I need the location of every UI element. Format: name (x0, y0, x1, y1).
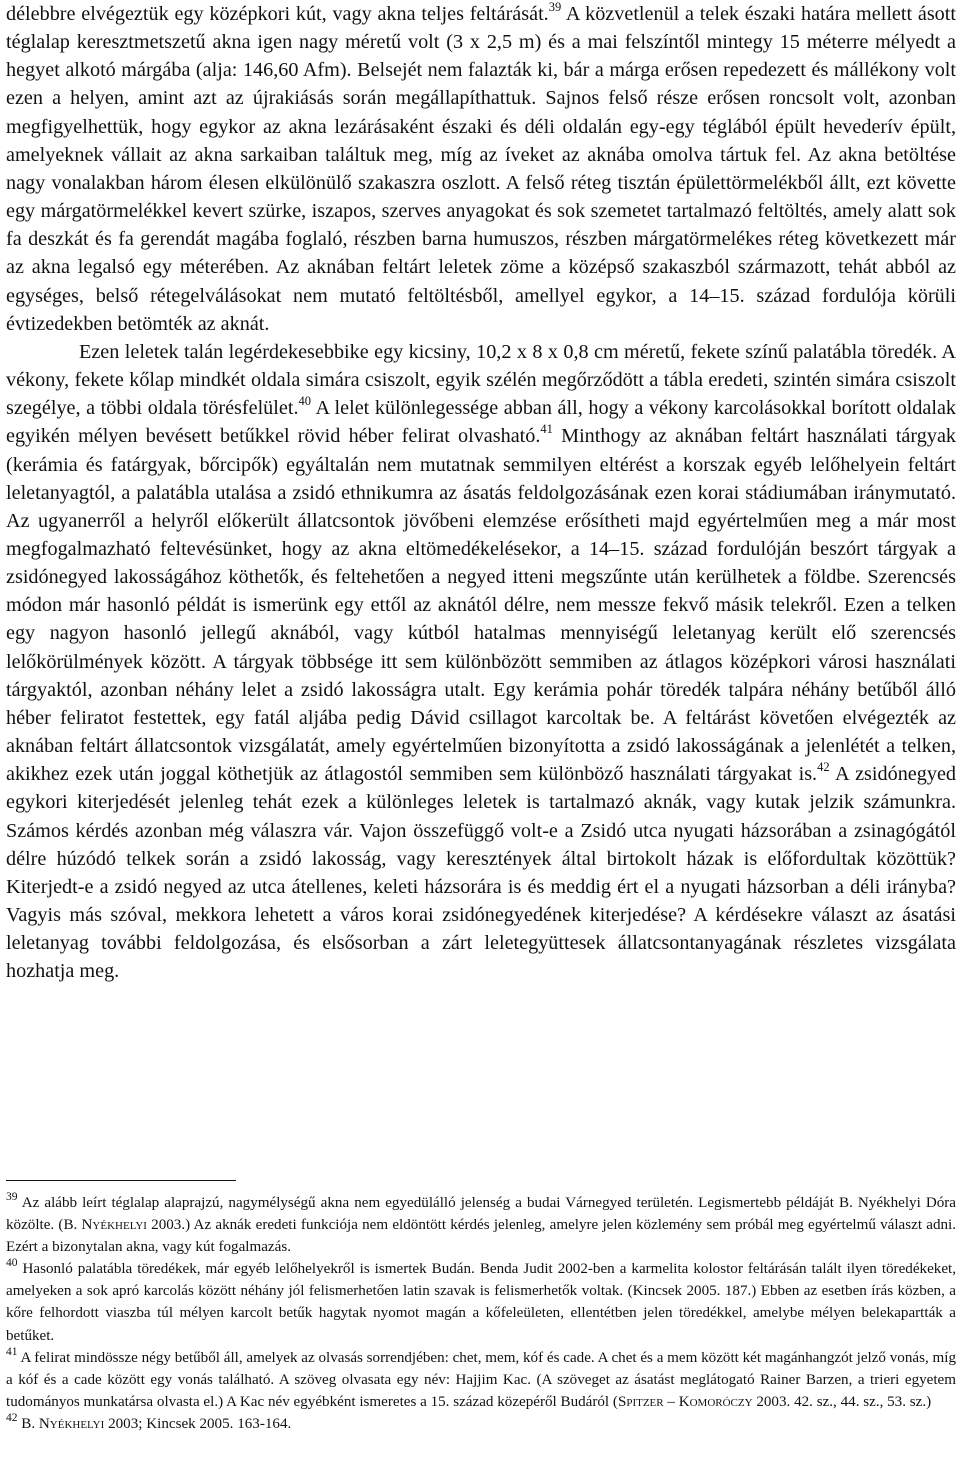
footnote-41-author-1: Spitzer (617, 1393, 664, 1410)
footnote-42-author: Nyékhelyi (38, 1415, 105, 1432)
document-page (6, 0, 956, 1432)
footnote-number-39: 39 (6, 1191, 18, 1203)
footnote-number-42: 42 (6, 1411, 18, 1424)
footnote-40-text: Hasonló palatábla töredékek, már egyéb lelőhelyekről is ismertek Budán. Benda Judit 2002-ben a karmelita kolostor feltárásán talált ilyen töredékeket, amelyeken a sok apró karcolás között néhány jól felismerhetően latin szavak is felismerhetők voltak. (Kincsek 2005. 187.) Ebben az esetben írás közben, a kőre felhordott viaszba túl mélyen karcolt betűk hagytak nyomot magán a kőfeleületen, ellentétben jelen töredékkel, amelybe mélyen belekapartták a betűket. (6, 1261, 956, 1344)
paragraph2-text-3: Minthogy az aknában feltárt használati tárgyak (kerámia és fatárgyak, bőrcipők) egyáltalán nem mutatnak semmilyen eltérést a korszak egyéb lelőhelyein feltárt leletanyagtól, a palatábla utalása a zsidó ethnikumra az ásatás feldolgozásának ezen korai stádiumában iránymutató. Az ugyanerről a helyről előkerült állatcsontok jövőbeni elemzése erősítheti majd egyértelműen meg a már most megfogalmazható feltevésünket, hogy az akna eltömedékelésekor, a 14–15. század fordulóján beszórt tárgyak a zsidónegyed lakosságához köthetők, és feltehetően a negyed itteni megszűnte után kerülhetek a földbe. Szerencsés módon már hasonló példát is ismerünk egy ettől az aknától délre, nem messze fekvő másik telekről. Ezen a telken egy nagyon hasonló jellegű aknából, vagy kútból hatalmas mennyiségű leletanyag került elő szerencsés lelőkörülmények között. A tárgyak többsége itt sem különbözött semmiben az átlagos középkori városi használati tárgyaktól, azonban néhány lelet a zsidó lakosságra utalt. Egy kerámia pohár töredék talpára néhány betűből álló héber feliratot festettek, egy fatál aljába pedig Dávid csillagot karcoltak be. A feltárást követően elvégezték az aknában feltárt állatcsontok vizsgálatát, amely egyértelműen bizonyította a zsidó lakosságának a jelenlétét a telken, akikhez ezek után joggal köthetjük az átlagostól semmiben sem különböző használati tárgyakat is. (6, 425, 956, 786)
paragraph1-text-1: délebbre elvégeztük egy középkori kút, vagy akna teljes feltárását. (6, 3, 549, 25)
footnote-39 (6, 1192, 956, 1258)
footnote-39-text-a: Az alább leírt téglalap alaprajzú, nagymélységű akna nem egyedülálló jelenség a budai Várnegyed területén. Legismertebb példáját B. Nyékhelyi Dóra közölte. (B. (6, 1195, 956, 1234)
paragraph2-text-2: A lelet különlegessége abban áll, hogy a vékony karcolásokkal borított oldalak egyikén mélyen bevésett betűkkel rövid héber felirat olvasható. (6, 397, 956, 448)
footnote-42-text-a: B. (17, 1415, 39, 1432)
footnote-41-text-a: A felirat mindössze négy betűből áll, amelyek az olvasás sorrendjében: chet, mem, kóf és cade. A chet és a mem között két magánhangzót jelző vonás, míg a kóf és a cade között egy vonás található. A szöveg olvasata egy név: Hajjim Kac. (A szöveget az ásatást meglátogató Rainer Barzen, a trieri egyetem tudományos munkatársa olvasta el.) A Kac név egyébként ismeretes a 15. század közepéről Budáról ( (6, 1349, 956, 1410)
footnote-39-text-b: 2003.) Az aknák eredeti funkciója nem eldöntött kérdés jelenleg, amelyre jelen közlemény sem próbál meg egyértelmű választ adni. Ezért a bizonytalan akna, vagy kút fogalmazás. (6, 1217, 956, 1256)
footnote-40 (6, 1258, 956, 1346)
footnote-number-41: 41 (6, 1345, 18, 1358)
footnote-ref-41[interactable]: 41 (540, 422, 553, 437)
footnote-ref-39[interactable]: 39 (548, 0, 562, 14)
paragraph1-text-2: A közvetlenül a telek északi határa mellett ásott téglalap keresztmetszetű akna igen nagy méretű volt (3 x 2,5 m) és a mai felszíntől mintegy 15 méterre mélyedt a hegyet alkotó márgába (alja: 146,60 Afm). Belsejét nem falazták ki, bár a márga erősen repedezett és mállékony volt ezen a helyen, amint azt az újrakiásás során megállapíthattuk. Sajnos felső része erősen roncsolt volt, azonban megfigyelhettük, hogy egykor az akna lezárásaként északi és déli oldalán egy-egy téglából épült hevederív épült, amelyeknek vállait az akna sarkaiban találtuk meg, míg az íveket az aknába omolva tártuk fel. Az akna betöltése nagy vonalakban három élesen elkülönülő szakaszra oszlott. A felső réteg tisztán épülettörmelékből állt, ezt követte egy márgatörmelékkel kevert szürke, iszapos, szerves anyagokat és sok szemetet tartalmazó feltöltés, amely alatt sok fa deszkát és fa gerendát magába foglaló, részben barna humuszos, részben márgatörmelékes réteg következett már az akna legalsó egy méterében. Az aknában feltárt leletek zöme a középső szakaszból származott, tehát abból az egységes, belső rétegelválásokat nem mutató feltöltésből, amellyel egykor, a 14–15. század fordulója körüli évtizedekben betömték az aknát. (6, 3, 956, 335)
footnote-number-40: 40 (6, 1257, 18, 1270)
footnote-41-author-2: Komoróczy (678, 1393, 753, 1410)
paragraph-slate-tablet (6, 338, 956, 986)
footnote-41-dash: – (663, 1393, 679, 1410)
footnotes-section (6, 1180, 956, 1435)
footnote-42 (6, 1413, 956, 1435)
footnote-41 (6, 1347, 956, 1413)
paragraph-shaft-description (6, 0, 956, 338)
paragraph2-text-4: A zsidónegyed egykori kiterjedését jelenleg tehát ezek a különleges leletek is tartalmazó aknák, vagy kutak jelzik számunkra. Számos kérdés azonban még válaszra vár. Vajon összefüggő volt-e a Zsidó utca nyugati házsorában a zsinagógától délre húzódó telkek során a zsidó lakosság, vagy keresztények által birtokolt házak is előfordultak közöttük? Kiterjedt-e a zsidó negyed az utca átellenes, keleti házsorára is és meddig ért el a nyugati házsorban a déli irányba? Vagyis más szóval, mekkora lehetett a város korai zsidónegyedének kiterjedése? A kérdésekre választ az ásatási leletanyag további feldolgozása, és elsősorban a zárt leletegyüttesek állatcsontanyagának részletes vizsgálata hozhatja meg. (6, 763, 956, 983)
footnote-ref-42[interactable]: 42 (817, 760, 830, 775)
footnote-39-author: Nyékhelyi (81, 1217, 147, 1234)
footnote-divider (6, 1180, 236, 1181)
paragraph2-text-1: Ezen leletek talán legérdekesebbike egy kicsiny, 10,2 x 8 x 0,8 cm méretű, fekete színű palatábla töredék. A vékony, fekete kőlap mindkét oldala simára csiszolt, egyik szélén megőrződött a tábla eredeti, szintén simára csiszolt szegélye, a többi oldala törésfelület. (6, 340, 956, 420)
footnote-41-text-b: 2003. 42. sz., 44. sz., 53. sz.) (752, 1393, 932, 1410)
footnote-42-text-b: 2003; Kincsek 2005. 163-164. (104, 1415, 292, 1432)
footnote-ref-40[interactable]: 40 (298, 394, 312, 409)
